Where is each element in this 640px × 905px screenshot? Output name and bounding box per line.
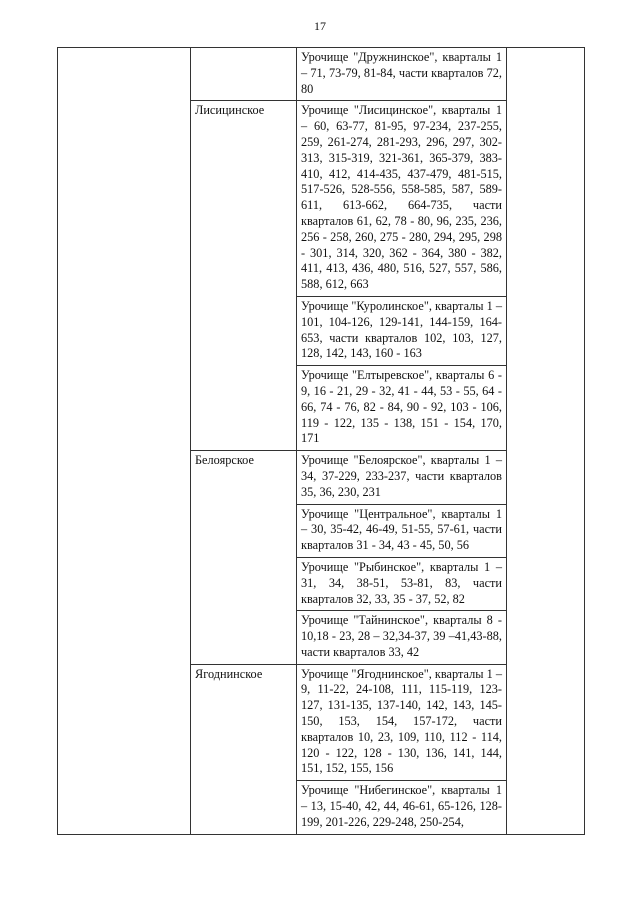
tract-description: Урочище "Елтыревское", кварталы 6 - 9, 16 - 21, 29 - 32, 41 - 44, 53 - 55, 64 - 66, 74 - 76, 82 - 84, 90 - 92, 103 - 106, 119 - 122, 135 - 138, 151 - 154, 170, 171 [297,366,507,451]
tract-description: Урочище "Центральное", кварталы 1 – 30, 35-42, 46-49, 51-55, 57-61, части кварталов 31 - 34, 43 - 45, 50, 56 [297,504,507,557]
tract-description: Урочище "Дружнинское", кварталы 1 – 71, 73-79, 81-84, части кварталов 72, 80 [297,48,507,101]
notes-cell [507,48,585,835]
district-name: Ягоднинское [191,664,297,834]
district-name: Лисицинское [191,101,297,451]
tract-description: Урочище "Ягоднинское", кварталы 1 – 9, 11-22, 24-108, 111, 115-119, 123-127, 131-135, 137-140, 142, 143, 145-150, 153, 154, 157-172, части кварталов 10, 23, 109, 110, 112 - 114, 120 - 122, 128 - 130, 136, 141, 144, 151, 152, 155, 156 [297,664,507,781]
page-number: 17 [314,19,326,33]
region-cell [58,48,191,835]
tract-description: Урочище "Белоярское", кварталы 1 – 34, 37-229, 233-237, части кварталов 35, 36, 230, 231 [297,451,507,504]
district-name [191,48,297,101]
forestry-table [57,47,585,835]
table-row [58,48,585,101]
district-name: Белоярское [191,451,297,665]
tract-description: Урочище "Нибегинское", кварталы 1 – 13, 15-40, 42, 44, 46-61, 65-126, 128-199, 201-226, 229-248, 250-254, [297,781,507,834]
tract-description: Урочище "Лисицинское", кварталы 1 – 60, 63-77, 81-95, 97-234, 237-255, 259, 261-274, 281-293, 296, 297, 302-313, 315-319, 321-361, 365-379, 383-410, 412, 414-435, 437-479, 481-515, 517-526, 528-556, 558-585, 587, 589-611, 613-662, 664-735, части кварталов 61, 62, 78 - 80, 96, 235, 236, 256 - 258, 260, 275 - 280, 294, 295, 298 - 301, 314, 320, 362 - 364, 380 - 382, 411, 413, 436, 480, 516, 527, 557, 586, 588, 612, 663 [297,101,507,297]
tract-description: Урочище "Рыбинское", кварталы 1 – 31, 34, 38-51, 53-81, 83, части кварталов 32, 33, 35 - 37, 52, 82 [297,557,507,610]
tract-description: Урочище "Куролинское", кварталы 1 – 101, 104-126, 129-141, 144-159, 164-653, части кварталов 102, 103, 127, 128, 142, 143, 160 - 163 [297,296,507,365]
tract-description: Урочище "Тайнинское", кварталы 8 - 10,18 - 23, 28 – 32,34-37, 39 –41,43-88, части кварталов 33, 42 [297,611,507,664]
